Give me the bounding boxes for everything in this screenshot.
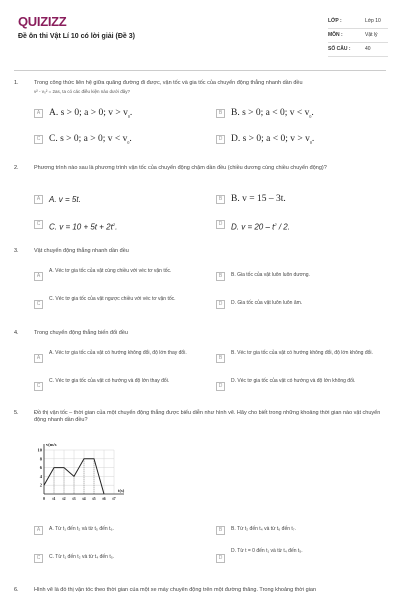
option-letter: B [216,354,225,363]
question-formula: v² - v₀² = 2as, ta có các điều kiện nào dưới đây? [34,89,131,94]
option-letter: C [34,382,43,391]
meta-key: MÔN : [328,32,343,38]
option-letter: A [34,526,43,535]
option-c[interactable] [34,554,114,563]
option-d[interactable] [216,300,386,309]
option-text: D. Từ t = 0 đến t₁ và từ t₄ đến t₅. [231,548,303,554]
option-b[interactable] [216,109,314,121]
option-letter: B [216,272,225,281]
quizizz-logo[interactable]: QUIZIZZ [18,14,67,29]
meta-value: 40 [365,46,371,52]
y-tick-label: 10 [37,447,42,453]
option-a[interactable] [34,109,132,121]
option-letter: B [216,195,225,204]
option-letter: C [34,220,43,229]
option-a[interactable] [34,526,114,535]
meta-value: Vật lý [365,32,378,38]
option-text: D. Véc tơ gia tốc của vật có hướng và độ lớn không đổi. [231,378,356,384]
option-letter: A [34,195,43,204]
option-text: A. Véc tơ gia tốc của vật có hướng không đổi, độ lớn thay đổi. [49,350,187,356]
x-tick-label: t4 [82,496,86,501]
header-divider [14,70,386,71]
option-a[interactable] [34,350,204,363]
option-text: B. v = 15 – 3t. [231,194,286,204]
option-text: C. Véc tơ gia tốc của vật ngược chiều với véc tơ vận tốc. [49,296,176,302]
option-d[interactable] [216,378,386,391]
meta-info [328,15,388,57]
question-text: Trong chuyển động thẳng biến đổi đều [34,330,128,336]
option-letter: B [216,109,225,118]
option-text: D. Gia tốc của vật luôn luôn âm. [231,300,303,306]
option-text: C. $v = 10 + 5t + 2t^2$. [49,222,118,232]
option-text: D. s > 0; a < 0; $v > v_0$. [231,134,315,145]
option-b[interactable] [216,350,386,363]
question-text: Đồ thị vận tốc – thời gian của một chuyển động thẳng được biểu diễn như hình vẽ. Hãy cho biết trong những khoảng thời gian nào vật chuyển động nhanh dần đều? [34,410,381,423]
option-letter: A [34,109,43,118]
option-text: A. Từ t₁ đến t₂ và từ t₅ đến t₆. [49,526,114,532]
option-c[interactable] [34,220,117,232]
option-b[interactable] [216,526,296,535]
question-number: 3. [14,248,19,254]
meta-row-subject [328,29,388,43]
y-tick-label: 8 [39,456,42,462]
question-number: 6. [14,587,19,593]
y-axis-label: v(m/s [46,442,57,447]
option-letter: D [216,382,225,391]
option-text: C. Véc tơ gia tốc của vật có hướng và độ lớn thay đổi. [49,378,170,384]
option-text: A. v = 5t. [49,195,81,204]
option-letter: A [34,272,43,281]
option-letter: C [34,300,43,309]
option-letter: D [216,554,225,563]
question-number: 4. [14,330,19,336]
question-number: 2. [14,165,19,171]
question-number: 5. [14,410,19,416]
option-text: A. Véc tơ gia tốc của vật cùng chiều với véc tơ vận tốc. [49,268,172,274]
header [0,0,400,60]
meta-key: SỐ CÂU : [328,46,351,52]
option-b[interactable] [216,195,286,204]
option-letter: D [216,220,225,229]
x-tick-label: t1 [52,496,56,501]
option-text: C. s > 0; a > 0; $v < v_0$. [49,134,132,145]
x-tick-label: 0 [43,496,45,501]
option-text: B. Gia tốc của vật luôn luôn dương. [231,272,310,278]
option-letter: C [34,554,43,563]
option-text: A. s > 0; a > 0; $v > v_0$. [49,108,133,119]
meta-row-count [328,43,388,57]
y-tick-label: 4 [39,473,42,479]
option-c[interactable] [34,135,132,147]
option-letter: B [216,526,225,535]
option-text: D. $v = 20 - t^2 / 2$. [231,222,290,232]
option-text: B. Từ t₂ đến t₄ và từ t₆ đến t₇. [231,526,296,532]
option-d[interactable] [216,548,303,563]
y-tick-label: 6 [39,465,42,471]
x-tick-label: t7 [112,496,116,501]
option-text: C. Từ t₁ đến t₂ và từ t₄ đến t₅. [49,554,115,560]
x-tick-label: t2 [62,496,66,501]
option-letter: C [34,135,43,144]
option-d[interactable] [216,135,314,147]
option-c[interactable] [34,378,204,391]
x-tick-label: t6 [102,496,106,501]
option-a[interactable] [34,195,81,204]
question-text: Trong công thức liên hệ giữa quãng đường đi được, vận tốc và gia tốc của chuyển động thẳng nhanh dần đều [34,80,303,86]
option-text: B. s > 0; a < 0; $v < v_0$. [231,108,314,119]
meta-key: LỚP : [328,18,342,24]
x-tick-label: t3 [72,496,76,501]
question-number: 1. [14,80,19,86]
option-letter: D [216,135,225,144]
velocity-time-graph [32,440,132,506]
page-title: Đề ôn thi Vật Lí 10 có lời giải (Đề 3) [18,33,135,40]
option-a[interactable] [34,268,204,281]
question-text: Phương trình nào sau là phương trình vận tốc của chuyển động chậm dần đều (chiều dương cùng chiều chuyển động)? [34,165,327,171]
option-c[interactable] [34,296,204,309]
meta-row-class [328,15,388,29]
option-letter: A [34,354,43,363]
question-text: Vật chuyển động thẳng nhanh dần đều [34,248,129,254]
x-tick-label: t5 [92,496,96,501]
option-d[interactable] [216,220,290,232]
x-axis-label: t(s) [118,488,125,493]
option-b[interactable] [216,272,386,281]
option-letter: D [216,300,225,309]
meta-value: Lớp 10 [365,18,381,24]
y-tick-label: 2 [39,482,42,488]
question-text: Hình vẽ là đồ thị vận tốc theo thời gian của một xe máy chuyển động trên một đường thẳng. Trong khoảng thời gian [34,587,317,593]
option-text: B. Véc tơ gia tốc của vật có hướng không đổi, độ lớn không đổi. [231,350,373,356]
